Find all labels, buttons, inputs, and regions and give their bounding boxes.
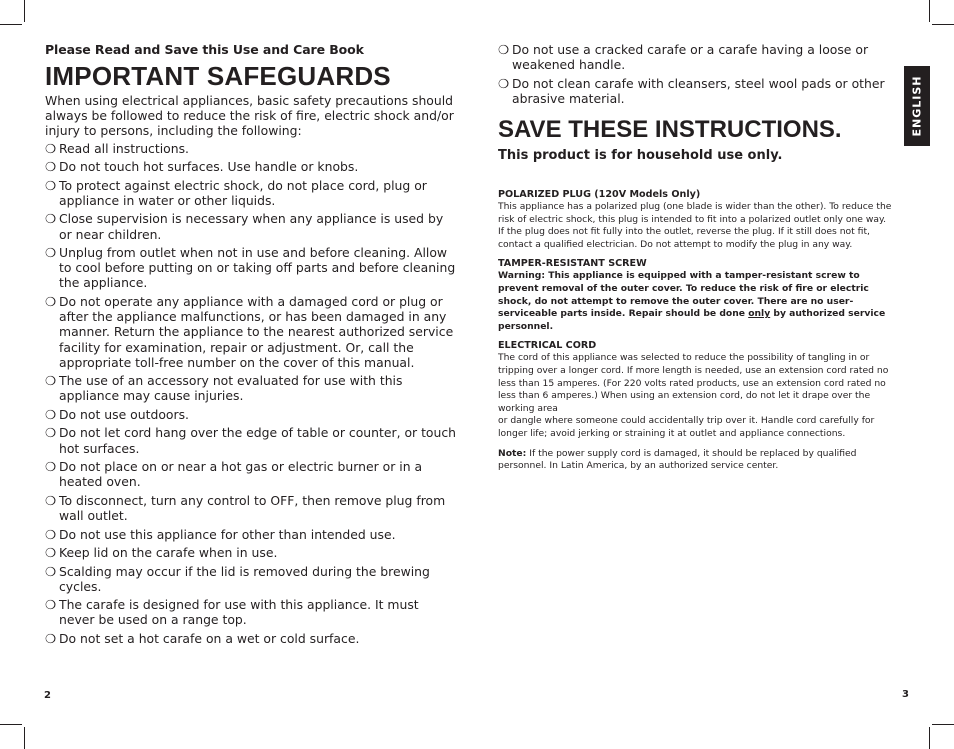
bullet-circle-icon: ❍ (45, 459, 57, 475)
bullet-text: Unplug from outlet when not in use and before cleaning. Allow to cool before putting on or taking off parts and before cleaning the appliance. (59, 245, 456, 291)
bullet-circle-icon: ❍ (45, 293, 57, 309)
note-paragraph (498, 448, 893, 473)
bullet-item (45, 459, 457, 489)
bullet-item (498, 42, 893, 72)
bullet-circle-icon: ❍ (45, 425, 57, 441)
crop-mark (932, 24, 954, 25)
bullet-text: The carafe is designed for use with this appliance. It must never be used on a range top. (59, 597, 419, 628)
bullet-text: Do not set a hot carafe on a wet or cold surface. (59, 630, 360, 646)
tamper-text-b: by authorized service personnel. (498, 308, 886, 332)
bullet-text: Do not operate any appliance with a damaged cord or plug or after the appliance malfunctions, or has been damaged in any manner. Return the appliance to the nearest authorized service facility for examination, repair or adjustment. Or, call the appropriate toll-free number on the cover of this manual. (59, 293, 454, 370)
bullet-item (45, 407, 457, 422)
bullet-item (45, 425, 457, 455)
bullet-item (45, 527, 457, 542)
bullet-text: Do not use this appliance for other than intended use. (59, 526, 396, 542)
bullet-circle-icon: ❍ (45, 211, 57, 227)
bullet-circle-icon: ❍ (45, 140, 57, 156)
bullet-item (45, 373, 457, 403)
bullet-circle-icon: ❍ (45, 630, 57, 646)
bullet-text: Do not clean carafe with cleansers, steel wool pads or other abrasive material. (512, 75, 885, 106)
crop-mark (929, 0, 930, 22)
bullet-text: Scalding may occur if the lid is removed during the brewing cycles. (59, 563, 430, 594)
kicker: Please Read and Save this Use and Care Book (45, 42, 364, 57)
bullet-circle-icon: ❍ (45, 373, 57, 389)
tamper-text-underline: only (748, 308, 771, 320)
bullet-circle-icon: ❍ (45, 597, 57, 613)
note-text: If the power supply cord is damaged, it should be replaced by qualified personnel. In Latin America, by an authorized service center. (498, 447, 857, 472)
bullet-item (45, 245, 457, 291)
polarized-plug-heading: POLARIZED PLUG (120V Models Only) (498, 189, 701, 201)
bullet-text: Close supervision is necessary when any appliance is used by or near children. (59, 211, 444, 242)
tamper-text-a: Warning: This appliance is equipped with a tamper-resistant screw to prevent removal of the outer cover. To reduce the risk of fire or electric shock, do not attempt to remove the outer cover. There are no user-serviceable parts inside. Repair should be done (498, 270, 869, 320)
polarized-plug-text: This appliance has a polarized plug (one blade is wider than the other). To reduce the risk of electric shock, this plug is intended to fit into a polarized outlet only one way. If the plug does not fit fully into the outlet, reverse the plug. If it still does not fit, contact a qualified electrician. Do not attempt to modify the plug in any way. (498, 201, 892, 250)
tamper-screw-text (498, 270, 893, 333)
electrical-cord-text: The cord of this appliance was selected to reduce the possibility of tangling in or tripping over a longer cord. If more length is needed, use an extension cord rated no less than 15 amperes. (For 220 volts rated products, use an extension cord rated no less than 6 amperes.) When using an extension cord, do not let it drape over the working area (498, 352, 889, 414)
bullet-text: Keep lid on the carafe when in use. (59, 545, 278, 561)
bullet-text: Do not use a cracked carafe or a carafe having a loose or weakened handle. (512, 42, 869, 73)
language-tab (904, 66, 930, 146)
bullet-text: Do not let cord hang over the edge of table or counter, or touch hot surfaces. (59, 425, 457, 456)
bullet-circle-icon: ❍ (45, 245, 57, 261)
bullet-item (45, 597, 457, 627)
bullet-item (45, 211, 457, 241)
bullet-item (45, 493, 457, 523)
bullet-circle-icon: ❍ (498, 75, 510, 91)
bullet-circle-icon: ❍ (45, 159, 57, 175)
bullet-circle-icon: ❍ (45, 492, 57, 508)
bullet-item (45, 564, 457, 594)
safeguard-list (45, 141, 457, 647)
bullet-text: Do not place on or near a hot gas or electric burner or in a heated oven. (59, 459, 423, 490)
bullet-circle-icon: ❍ (45, 545, 57, 561)
electrical-cord-text-2: or dangle where someone could accidentally trip over it. Handle cord carefully for longer life; avoid jerking or straining it at outlet and appliance connections. (498, 415, 875, 440)
crop-mark (24, 0, 25, 22)
bullet-item (45, 631, 457, 646)
left-page (45, 42, 457, 649)
crop-mark (932, 724, 954, 725)
bullet-text: Do not touch hot surfaces. Use handle or knobs. (59, 159, 359, 175)
bullet-item (498, 76, 893, 106)
electrical-cord-heading: ELECTRICAL CORD (498, 340, 597, 352)
page-number-left: 2 (44, 690, 51, 701)
crop-mark (0, 24, 22, 25)
crop-mark (0, 724, 22, 725)
save-instructions-heading: SAVE THESE INSTRUCTIONS. (498, 116, 842, 144)
bullet-text: Read all instructions. (59, 140, 189, 156)
bullet-item (45, 178, 457, 208)
bullet-circle-icon: ❍ (45, 526, 57, 542)
bullet-item (45, 159, 457, 174)
note-label: Note: (498, 447, 527, 459)
crop-mark (929, 727, 930, 749)
bullet-text: The use of an accessory not evaluated for use with this appliance may cause injuries. (59, 373, 403, 404)
language-tab-label: ENGLISH (910, 75, 924, 137)
bullet-text: To disconnect, turn any control to OFF, then remove plug from wall outlet. (59, 492, 446, 524)
page-number-right: 3 (902, 689, 909, 700)
bullet-text: To protect against electric shock, do not place cord, plug or appliance in water or other liquids. (59, 177, 427, 208)
bullet-circle-icon: ❍ (45, 563, 57, 579)
household-use-note: This product is for household use only. (498, 148, 783, 164)
bullet-circle-icon: ❍ (498, 42, 510, 57)
bullet-item (45, 545, 457, 560)
tamper-screw-heading: TAMPER-RESISTANT SCREW (498, 258, 647, 270)
bullet-text: Do not use outdoors. (59, 406, 189, 422)
page-title: IMPORTANT SAFEGUARDS (45, 61, 391, 91)
bullet-circle-icon: ❍ (45, 406, 57, 422)
safeguard-list-continued (498, 42, 893, 106)
intro-paragraph: When using electrical appliances, basic safety precautions should always be followed to reduce the risk of fire, electric shock and/or injury to persons, including the following: (45, 93, 454, 139)
bullet-item (45, 141, 457, 156)
crop-mark (24, 727, 25, 749)
right-page (498, 42, 893, 480)
bullet-item (45, 294, 457, 370)
bullet-circle-icon: ❍ (45, 177, 57, 193)
